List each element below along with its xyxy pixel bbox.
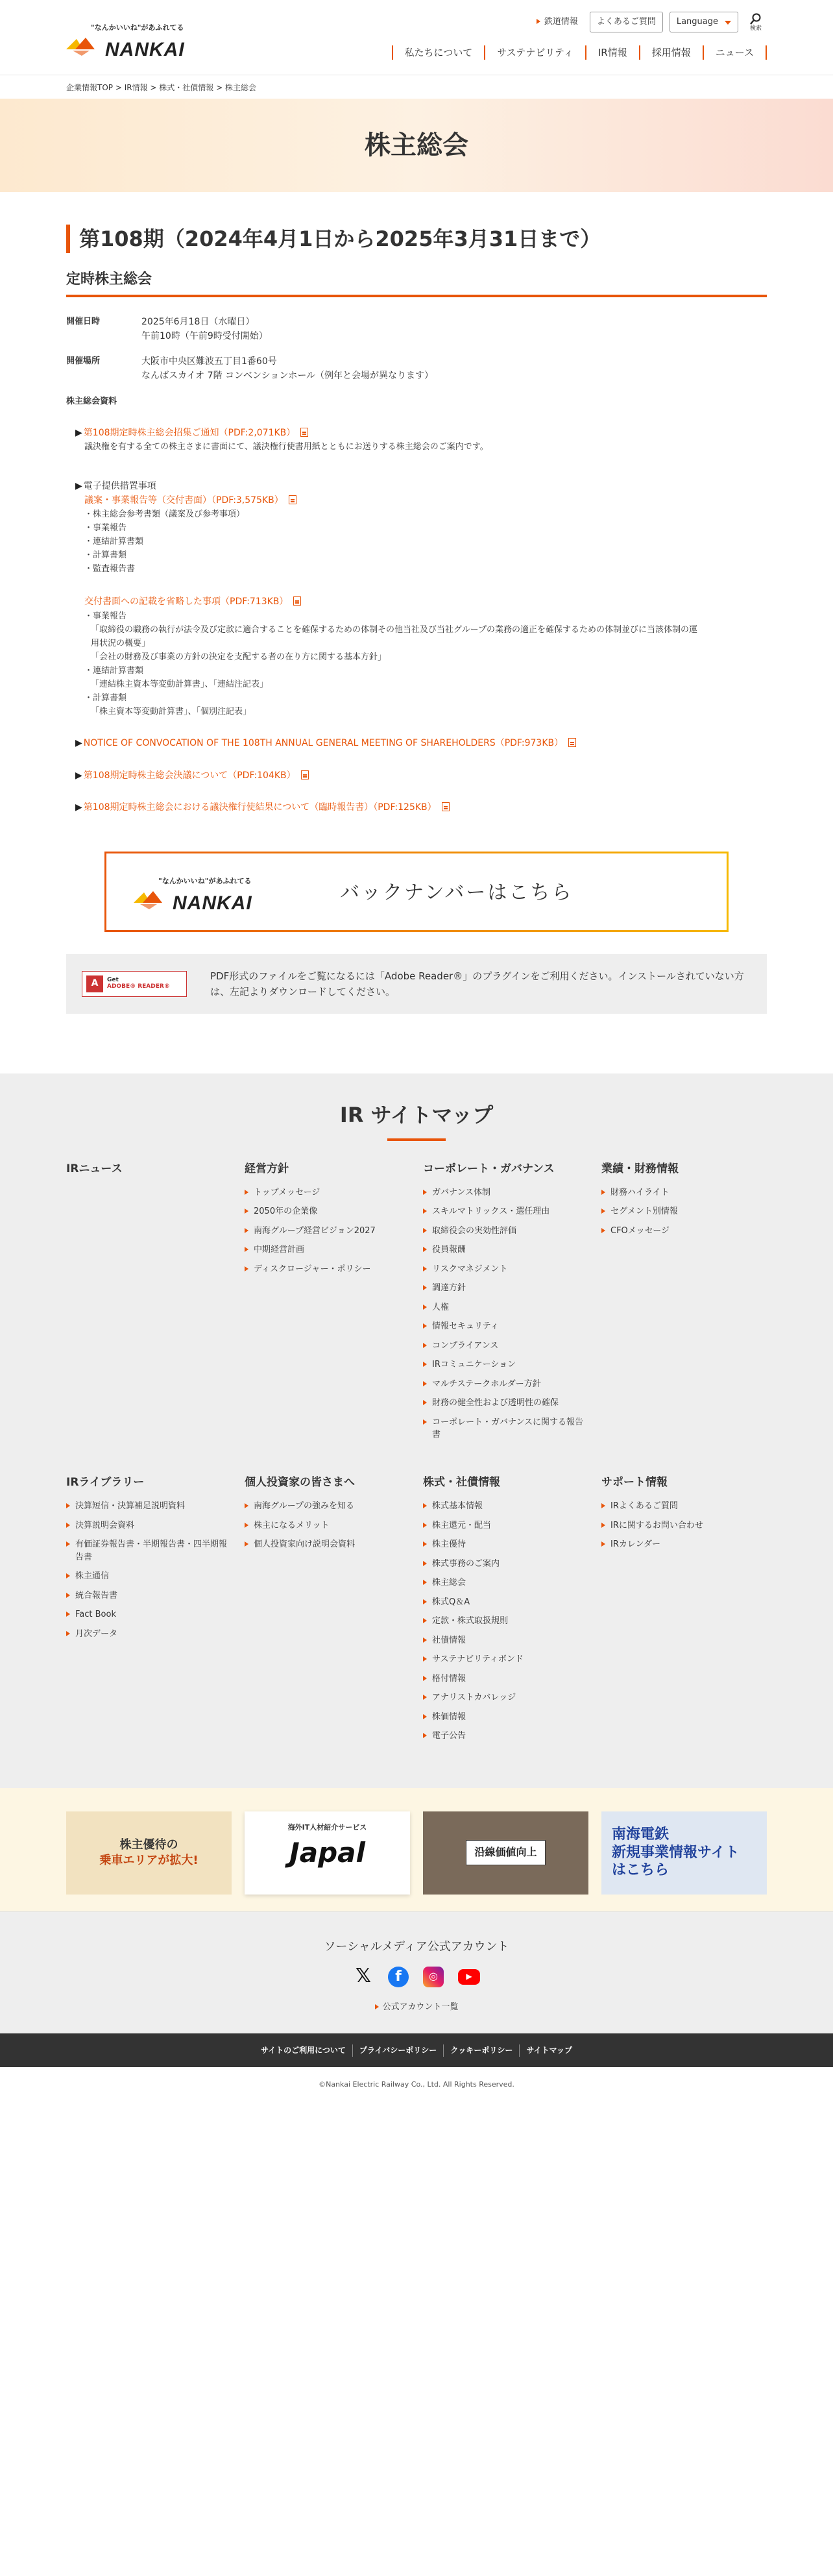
new-business-banner[interactable] xyxy=(601,1811,767,1895)
sitemap-heading[interactable]: 株式・社債情報 xyxy=(423,1475,500,1489)
list-item: 「会社の財務及び事業の方針の決定を支配する者の在り方に関する基本方針」 xyxy=(91,652,387,662)
utility-nav xyxy=(529,12,767,32)
english-item xyxy=(66,737,767,751)
sitemap-link[interactable]: 南海グループ経営ビジョン2027 xyxy=(245,1225,410,1238)
electronic-label: 電子提供措置事項 xyxy=(83,480,156,491)
ir-sitemap xyxy=(0,1073,833,1788)
date-line: 2025年6月18日（水曜日） xyxy=(141,317,255,328)
gnav-about[interactable]: 私たちについて xyxy=(392,45,485,60)
sitemap-link[interactable]: ディスクロージャー・ポリシー xyxy=(245,1263,410,1276)
period-heading: 第108期（2024年4月1日から2025年3月31日まで） xyxy=(66,225,767,253)
sitemap-link[interactable]: 中期経営計画 xyxy=(245,1244,410,1257)
adobe-reader-badge[interactable] xyxy=(82,971,187,997)
sitemap-link[interactable]: 統合報告書 xyxy=(66,1589,232,1602)
instagram-icon[interactable]: ◎ xyxy=(423,1967,444,1987)
sitemap-column xyxy=(423,1160,588,1448)
logo-mark-icon xyxy=(66,36,99,57)
facebook-icon[interactable]: f xyxy=(388,1967,409,1987)
backnumber-label: バックナンバーはこちら xyxy=(340,881,573,904)
place-label: 開催場所 xyxy=(66,356,101,367)
vote-item xyxy=(66,801,767,815)
sitemap-link[interactable]: 決算説明会資料 xyxy=(66,1519,232,1532)
sitemap-link[interactable]: サステナビリティボンド xyxy=(423,1653,588,1666)
sitemap-list xyxy=(423,1186,588,1441)
materials-heading: 株主総会資料 xyxy=(66,396,117,406)
sitemap-column xyxy=(66,1160,232,1448)
banner-text: 沿線価値向上 xyxy=(466,1840,545,1865)
list-item: ・事業報告 xyxy=(84,611,127,621)
sitemap-link[interactable]: 財務の健全性および透明性の確保 xyxy=(423,1397,588,1410)
list-item: 「株主資本等変動計算書」、「個別注記表」 xyxy=(91,706,252,717)
sitemap-link[interactable]: 株主還元・配当 xyxy=(423,1519,588,1532)
page-title: 株主総会 xyxy=(365,130,468,160)
list-item: 「取締役の職務の執行が法令及び定款に適合することを確保するための体制その他当社及び当社グループの業務の適正を確保するための体制並びに当該体制の運 xyxy=(91,624,697,635)
list-item: ・事業報告 xyxy=(84,523,127,534)
date-label: 開催日時 xyxy=(66,317,101,327)
list-item: ・監査報告書 xyxy=(84,564,136,574)
site-header xyxy=(0,0,833,75)
banner-area xyxy=(0,1788,833,1911)
sitemap-heading[interactable]: コーポレート・ガバナンス xyxy=(423,1162,555,1175)
gnav-sustainability[interactable]: サステナビリティ xyxy=(484,45,585,60)
sitemap-link[interactable]: 月次データ xyxy=(66,1628,232,1641)
sitemap-link[interactable]: 調達方針 xyxy=(423,1282,588,1295)
banner-text: 乗車エリアが拡大! xyxy=(99,1853,199,1867)
search-icon xyxy=(750,13,762,25)
sitemap-link[interactable]: トップメッセージ xyxy=(245,1186,410,1199)
list-item: ・計算書類 xyxy=(84,693,127,703)
omit-list xyxy=(84,609,767,718)
sitemap-link[interactable]: アナリストカバレッジ xyxy=(423,1691,588,1704)
faq-button[interactable]: よくあるご質問 xyxy=(590,12,663,32)
notice-pdf-link[interactable]: 第108期定時株主総会招集ご通知（PDF:2,071KB） xyxy=(83,427,296,438)
gnav-news[interactable]: ニュース xyxy=(703,45,767,60)
search-button[interactable] xyxy=(745,13,767,32)
pdf-icon xyxy=(568,738,576,747)
sitemap-link[interactable]: 株価情報 xyxy=(423,1711,588,1724)
sitemap-link[interactable]: 株主通信 xyxy=(66,1570,232,1583)
gnav-ir[interactable]: IR情報 xyxy=(585,45,639,60)
list-item: ・株主総会参考書類（議案及び参考事項） xyxy=(84,509,245,520)
sitemap-link[interactable]: 株主になるメリット xyxy=(245,1519,410,1532)
sitemap-link[interactable]: スキルマトリックス・選任理由 xyxy=(423,1205,588,1218)
banner-subtext: 海外IT人材紹介サービス xyxy=(287,1822,367,1832)
logo-name: NANKAI xyxy=(105,39,185,60)
logo-name: NANKAI xyxy=(173,892,252,914)
language-select[interactable]: Language xyxy=(670,12,738,32)
copyright: ©Nankai Electric Railway Co., Ltd. All Rights Reserved. xyxy=(319,2080,514,2089)
report-pdf-link[interactable]: 議案・事業報告等（交付書面）（PDF:3,575KB） xyxy=(84,495,284,506)
sitemap-heading[interactable]: 経営方針 xyxy=(245,1162,289,1175)
sitemap-link[interactable]: CFOメッセージ xyxy=(601,1225,767,1238)
electronic-item xyxy=(66,480,767,718)
list-item: ・連結計算書類 xyxy=(84,537,144,547)
notice-description: 議決権を有する全ての株主さまに書面にて、議決権行使書用紙とともにお送りする株主総会のご案内です。 xyxy=(84,441,489,452)
sitemap-column xyxy=(601,1474,767,1749)
address-line: 大阪市中央区難波五丁目1番60号 xyxy=(141,356,277,367)
sitemap-link[interactable]: 株主総会 xyxy=(423,1576,588,1589)
bullet-arrow xyxy=(75,428,84,438)
adobe-badge-text xyxy=(107,977,170,990)
gnav-recruit[interactable]: 採用情報 xyxy=(639,45,703,60)
banner-text: 南海電鉄 xyxy=(612,1826,670,1843)
pdf-icon xyxy=(289,495,296,504)
badge-line: Get xyxy=(107,977,119,984)
sitemap-link[interactable]: 株式基本情報 xyxy=(423,1500,588,1513)
line-value-banner[interactable] xyxy=(423,1811,588,1895)
search-label: 検索 xyxy=(749,25,762,32)
global-nav xyxy=(392,45,767,60)
bullet-arrow xyxy=(75,481,84,491)
logo-tagline: "なんかいいね"があふれてる xyxy=(158,876,252,885)
sitemap-link[interactable]: 2050年の企業像 xyxy=(245,1205,410,1218)
sitemap-list xyxy=(245,1186,410,1276)
omit-pdf-link[interactable]: 交付書面への記載を省略した事項（PDF:713KB） xyxy=(84,596,289,607)
page-hero xyxy=(0,99,833,192)
sitemap-link[interactable]: 個人投資家向け説明会資料 xyxy=(245,1538,410,1551)
time-line: 午前10時（午前9時受付開始） xyxy=(141,330,268,341)
sitemap-link[interactable]: リスクマネジメント xyxy=(423,1263,588,1276)
sitemap-list xyxy=(245,1500,410,1551)
bullet-arrow xyxy=(75,770,84,781)
adobe-reader-box xyxy=(66,954,767,1014)
sitemap-link[interactable]: IRよくあるご質問 xyxy=(601,1500,767,1513)
sitemap-column xyxy=(245,1474,410,1749)
pdf-icon xyxy=(300,428,308,437)
sitemap-heading[interactable]: IRライブラリー xyxy=(66,1475,145,1489)
sitemap-list xyxy=(601,1500,767,1551)
bullet-arrow xyxy=(75,802,84,813)
report-list xyxy=(84,508,767,576)
banner-logo xyxy=(134,876,263,914)
sitemap-link[interactable]: 情報セキュリティ xyxy=(423,1320,588,1333)
pdf-icon xyxy=(293,596,301,606)
list-item: 「連結株主資本等変動計算書」、「連結注記表」 xyxy=(91,679,269,689)
list-item: ・連結計算書類 xyxy=(84,665,144,676)
official-accounts-link[interactable]: 公式アカウント一覧 xyxy=(375,2002,459,2012)
sitemap-list xyxy=(423,1500,588,1743)
notice-item xyxy=(66,426,767,454)
footer-sitemap-link[interactable]: サイトマップ xyxy=(526,2046,573,2055)
sitemap-link[interactable]: 役員報酬 xyxy=(423,1244,588,1257)
sitemap-link[interactable]: 取締役会の実効性評価 xyxy=(423,1225,588,1238)
sitemap-heading[interactable]: サポート情報 xyxy=(601,1475,668,1489)
sitemap-heading[interactable]: 個人投資家の皆さまへ xyxy=(245,1475,355,1489)
sitemap-heading[interactable]: IRニュース xyxy=(66,1162,123,1175)
sitemap-link[interactable]: IRに関するお問い合わせ xyxy=(601,1519,767,1532)
list-item: ・計算書類 xyxy=(84,550,127,561)
adobe-icon: A xyxy=(86,975,103,992)
pdf-icon xyxy=(301,770,309,779)
date-row xyxy=(66,315,767,343)
sitemap-heading[interactable]: 業績・財務情報 xyxy=(601,1162,679,1175)
sitemap-link[interactable]: IRカレンダー xyxy=(601,1538,767,1551)
main-content xyxy=(66,192,767,1014)
footer-privacy-link[interactable]: プライバシーポリシー xyxy=(353,2044,444,2057)
youtube-icon[interactable]: ▶ xyxy=(458,1969,480,1985)
x-icon[interactable]: 𝕏 xyxy=(355,1965,372,1988)
sitemap-link[interactable]: 南海グループの強みを知る xyxy=(245,1500,410,1513)
banner-text: 株主優待の xyxy=(119,1838,178,1852)
venue-line: なんばスカイオ 7階 コンベンションホール（例年と会場が異なります） xyxy=(141,371,434,382)
sitemap-link[interactable]: ガバナンス体制 xyxy=(423,1186,588,1199)
sitemap-link[interactable]: 社債情報 xyxy=(423,1634,588,1647)
sitemap-column xyxy=(423,1474,588,1749)
sitemap-column xyxy=(601,1160,767,1448)
sitemap-link[interactable]: 株主優待 xyxy=(423,1538,588,1551)
section-heading: 定時株主総会 xyxy=(66,269,767,297)
sitemap-link[interactable]: コンプライアンス xyxy=(423,1340,588,1353)
place-row xyxy=(66,355,767,383)
breadcrumb[interactable]: 企業情報TOP > IR情報 > 株式・社債情報 > 株主総会 xyxy=(66,83,256,92)
sitemap-link[interactable]: 人権 xyxy=(423,1301,588,1314)
sitemap-list xyxy=(66,1500,232,1640)
sitemap-link[interactable]: 決算短信・決算補足説明資料 xyxy=(66,1500,232,1513)
date-value xyxy=(141,315,268,343)
sitemap-link[interactable]: 株式事務のご案内 xyxy=(423,1558,588,1571)
sitemap-link[interactable]: 株式Q＆A xyxy=(423,1596,588,1609)
sitemap-link[interactable]: 定款・株式取扱規則 xyxy=(423,1615,588,1628)
pdf-icon xyxy=(442,802,450,811)
japal-logo: Japal xyxy=(289,1837,365,1869)
sitemap-grid xyxy=(66,1160,767,1749)
resolution-pdf-link[interactable]: 第108期定時株主総会決議について（PDF:104KB） xyxy=(83,770,296,781)
social-title: ソーシャルメディア公式アカウント xyxy=(324,1939,509,1954)
sitemap-link[interactable]: コーポレート・ガバナンスに関する報告書 xyxy=(423,1416,588,1441)
sitemap-column xyxy=(245,1160,410,1448)
resolution-item xyxy=(66,769,767,783)
footer-terms-link[interactable]: サイトのご利用について xyxy=(254,2044,353,2057)
logo-tagline: "なんかいいね"があふれてる xyxy=(91,23,184,32)
vote-result-link[interactable]: 第108期定時株主総会における議決権行使結果について（臨時報告書）（PDF:125KB） xyxy=(83,802,437,813)
rail-info-link[interactable]: 鉄道情報 xyxy=(529,16,578,29)
place-value xyxy=(141,355,433,383)
banner-text: 新規事業情報サイト xyxy=(612,1844,740,1861)
sitemap-link[interactable]: IRコミュニケーション xyxy=(423,1358,588,1371)
sitemap-link[interactable]: 電子公告 xyxy=(423,1730,588,1743)
banner-text: はこちら xyxy=(612,1862,670,1879)
sitemap-link[interactable]: Fact Book xyxy=(66,1608,232,1621)
sitemap-list xyxy=(601,1186,767,1238)
shareholder-benefit-banner[interactable] xyxy=(66,1811,232,1895)
list-item: 用状況の概要」 xyxy=(91,638,151,648)
bullet-arrow xyxy=(75,738,84,748)
footer-nav xyxy=(0,2033,833,2067)
adobe-text: PDF形式のファイルをご覧になるには「Adobe Reader®」のプラグインをご利用ください。インストールされていない方は、左記よりダウンロードしてください。 xyxy=(210,970,744,998)
footer-cookie-link[interactable]: クッキーポリシー xyxy=(444,2044,520,2057)
sitemap-link[interactable]: マルチステークホルダー方針 xyxy=(423,1378,588,1391)
backnumber-banner[interactable] xyxy=(104,852,729,932)
sitemap-link[interactable]: 財務ハイライト xyxy=(601,1186,767,1199)
sitemap-title: IR サイトマップ xyxy=(66,1099,767,1141)
japal-banner[interactable] xyxy=(245,1811,410,1895)
sitemap-link[interactable]: 格付情報 xyxy=(423,1673,588,1686)
sitemap-link[interactable]: セグメント別情報 xyxy=(601,1205,767,1218)
logo-mark-icon xyxy=(134,890,166,911)
nankai-logo[interactable] xyxy=(66,22,196,61)
sitemap-column xyxy=(66,1474,232,1749)
social-section xyxy=(0,1911,833,2034)
sitemap-link[interactable]: 有価証券報告書・半期報告書・四半期報告書 xyxy=(66,1538,232,1564)
social-icons xyxy=(0,1967,833,1987)
english-notice-link[interactable]: NOTICE OF CONVOCATION OF THE 108TH ANNUAL GENERAL MEETING OF SHAREHOLDERS（PDF:973KB） xyxy=(83,737,564,748)
badge-line: ADOBE® READER® xyxy=(107,983,170,990)
